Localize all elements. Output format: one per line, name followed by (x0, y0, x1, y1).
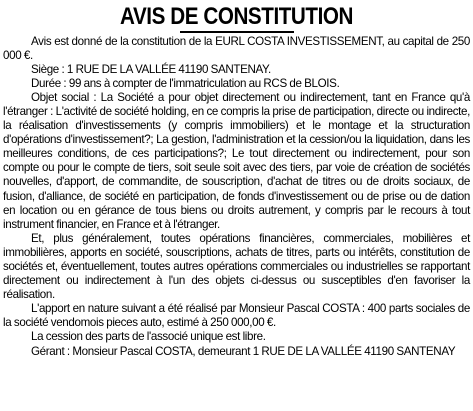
notice-body (3, 35, 470, 359)
paragraph-gerant: Gérant : Monsieur Pascal COSTA, demeurant 1 RUE DE LA VALLÉE 41190 SANTENAY (31, 344, 456, 358)
notice-title: AVIS DE CONSTITUTION (120, 3, 353, 30)
paragraph-duree: Durée : 99 ans à compter de l'immatriculation au RCS de BLOIS. (31, 76, 340, 90)
paragraph-apport: L'apport en nature suivant a été réalisé par Monsieur Pascal COSTA : 400 parts sociales de la société vendomois pieces auto, estimé à 250 000,00 €. (3, 302, 470, 330)
title-underline (180, 31, 294, 33)
paragraph-cession: La cession des parts de l'associé unique est libre. (31, 330, 266, 344)
paragraph-operations: Et, plus généralement, toutes opérations financières, commerciales, mobilières et immobilières, apports en société, souscriptions, achats de titres, parts ou intérêts, constitution de sociétés et, éventuellement, toutes autres opérations commerciales ou industrielles se rapportant directement ou indirectement à l'un des objets ci-dessus ou susceptibles d'en favoriser la réalisation. (3, 231, 470, 302)
paragraph-objet-social: Objet social : La Société a pour objet directement ou indirectement, tant en France qu'à l'étranger : L'activité de société holding, en ce compris la prise de participation, directe ou indirecte, la réalisation d'investissements (y compris immobiliers) et le montage et la structuration d'opérations d'investissement?; La gestion, l'administration et la cession/ou la liquidation, dans les meilleures conditions, de ces participations?; Le tout directement ou indirectement, pour son compte ou pour le compte de tiers, soit seule soit avec des tiers, par voie de création de sociétés nouvelles, d'apport, de commandite, de souscription, d'achat de titres ou de droits sociaux, de fusion, d'alliance, de société en participation, de fonds d'investissement ou de prise ou de dation en location ou en gérance de tous biens ou droits autrement, y compris par le recours à tout instrument financier, en France et à l'étranger. (3, 90, 470, 231)
paragraph-siege: Siège : 1 RUE DE LA VALLÉE 41190 SANTENAY. (31, 62, 271, 76)
paragraph-constitution: Avis est donné de la constitution de la EURL COSTA INVESTISSEMENT, au capital de 250 000 €. (3, 34, 470, 62)
